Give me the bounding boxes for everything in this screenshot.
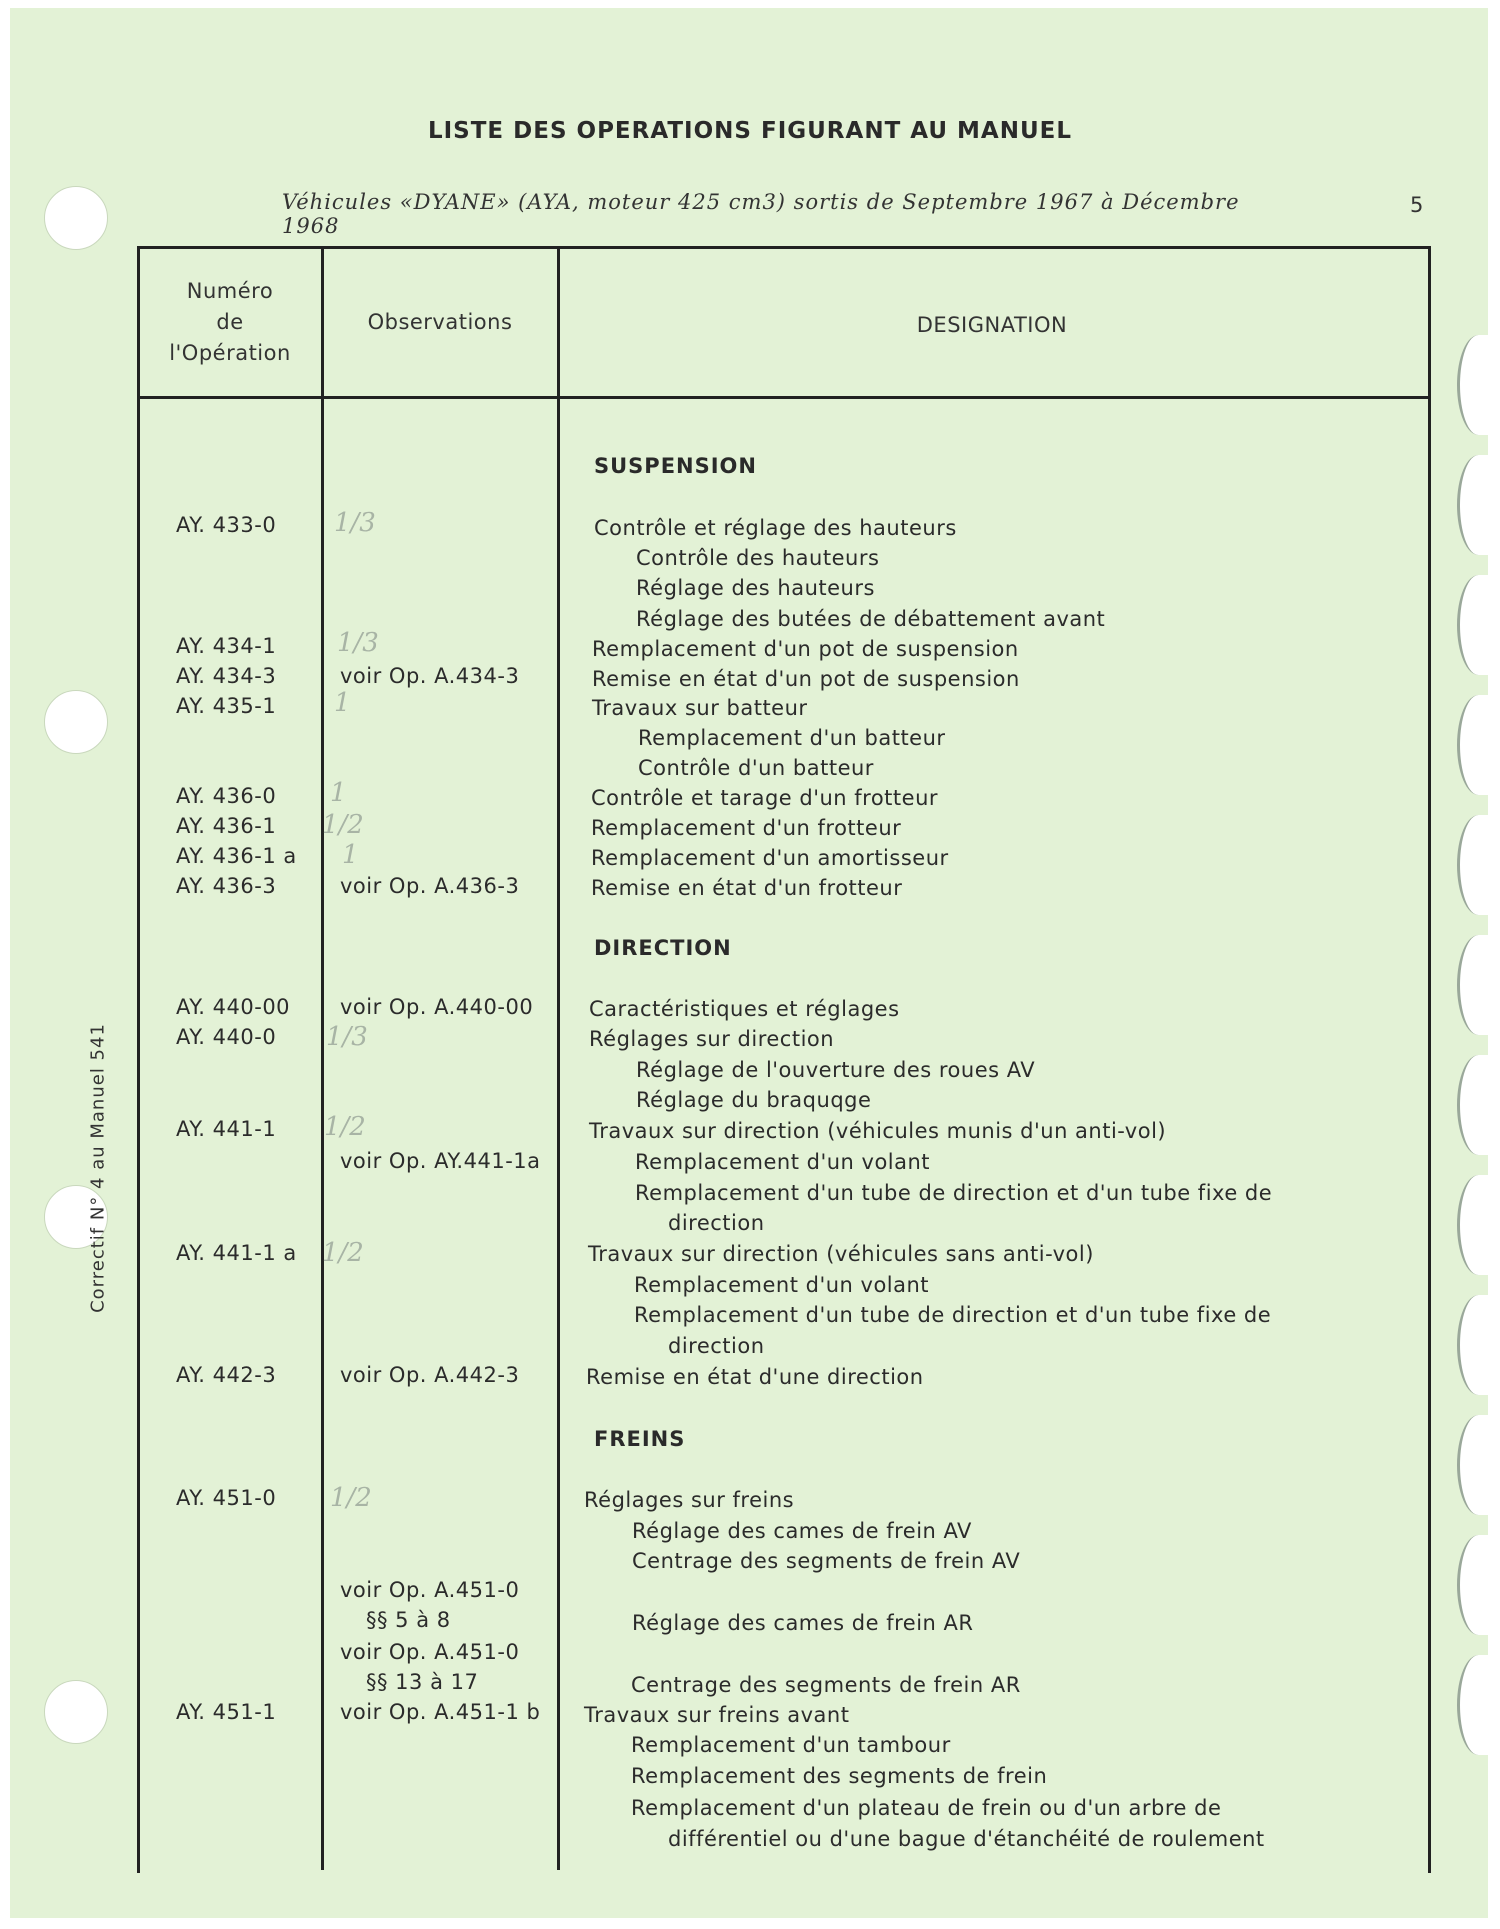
observation: voir Op. A.451-0	[340, 1640, 520, 1664]
page-edge-notch	[1457, 815, 1500, 915]
page-edge-notch	[1457, 1415, 1500, 1515]
designation: Contrôle des hauteurs	[636, 546, 880, 570]
pencil-annotation: 1/2	[322, 1238, 364, 1268]
pencil-annotation: 1/2	[322, 810, 364, 840]
header-designation: DESIGNATION	[916, 313, 1068, 337]
operation-number: AY. 436-1	[176, 814, 277, 838]
designation: Travaux sur direction (véhicules munis d'un anti-vol)	[589, 1119, 1167, 1143]
designation: Remplacement d'un pot de suspension	[592, 637, 1019, 661]
pencil-annotation: 1/3	[334, 508, 376, 538]
observation: voir Op. A.451-1 b	[340, 1700, 541, 1724]
observation: voir Op. AY.441-1a	[340, 1149, 541, 1173]
page-edge-notch	[1457, 1535, 1500, 1635]
operation-number: AY. 433-0	[176, 513, 277, 537]
observation: voir Op. A.442-3	[340, 1363, 520, 1387]
pencil-annotation: 1/2	[324, 1112, 366, 1142]
page-edge-notch	[1457, 695, 1500, 795]
designation: direction	[668, 1211, 765, 1235]
pencil-annotation: 1	[342, 840, 359, 870]
designation: direction	[668, 1334, 765, 1358]
designation: Réglage des cames de frein AV	[632, 1519, 972, 1543]
designation: Remplacement d'un tambour	[631, 1733, 951, 1757]
header-numero-line: l'Opération	[169, 341, 291, 365]
designation: Remplacement d'un tube de direction et d'un tube fixe de	[634, 1303, 1272, 1327]
designation: différentiel ou d'une bague d'étanchéité de roulement	[668, 1827, 1265, 1851]
operation-number: AY. 441-1	[176, 1117, 277, 1141]
header-numero-line: de	[216, 310, 244, 334]
operation-number: AY. 440-00	[176, 995, 291, 1019]
observation: voir Op. A.436-3	[340, 874, 520, 898]
section-heading: FREINS	[594, 1427, 686, 1451]
designation: Réglage des hauteurs	[636, 576, 875, 600]
pencil-annotation: 1/3	[337, 628, 379, 658]
designation: Centrage des segments de frein AV	[632, 1549, 1021, 1573]
designation: Réglages sur freins	[584, 1488, 795, 1512]
operation-number: AY. 434-3	[176, 664, 277, 688]
operation-number: AY. 440-0	[176, 1025, 277, 1049]
page-edge-notch	[1457, 935, 1500, 1035]
designation: Réglage de l'ouverture des roues AV	[636, 1058, 1036, 1082]
page-edge-notch	[1457, 575, 1500, 675]
designation: Remplacement d'un plateau de frein ou d'un arbre de	[631, 1796, 1222, 1820]
page-edge-notch	[1457, 1175, 1500, 1275]
pencil-annotation: 1	[334, 688, 351, 718]
header-numero-line: Numéro	[186, 279, 274, 303]
page-edge-notch	[1457, 1055, 1500, 1155]
section-heading: DIRECTION	[594, 936, 732, 960]
designation: Contrôle d'un batteur	[638, 756, 874, 780]
operation-number: AY. 441-1 a	[176, 1241, 297, 1265]
designation: Remplacement d'un frotteur	[591, 816, 902, 840]
side-note: Correctif N° 4 au Manuel 541	[87, 1023, 109, 1313]
observation: §§ 13 à 17	[366, 1670, 479, 1694]
designation: Remise en état d'un frotteur	[591, 876, 903, 900]
page-edge-notch	[1457, 1295, 1500, 1395]
operation-number: AY. 434-1	[176, 634, 277, 658]
operation-number: AY. 451-1	[176, 1700, 277, 1724]
designation: Remplacement d'un volant	[634, 1273, 930, 1297]
designation: Remplacement d'un amortisseur	[591, 846, 949, 870]
pencil-annotation: 1/2	[330, 1483, 372, 1513]
designation: Réglages sur direction	[589, 1027, 835, 1051]
operation-number: AY. 451-0	[176, 1486, 277, 1510]
page-number: 5	[1410, 193, 1424, 217]
page-edge-notch	[1457, 1655, 1500, 1755]
designation: Remplacement d'un volant	[635, 1150, 931, 1174]
designation: Travaux sur batteur	[592, 696, 808, 720]
designation: Caractéristiques et réglages	[589, 997, 900, 1021]
header-divider	[137, 396, 1428, 399]
page-title: LISTE DES OPERATIONS FIGURANT AU MANUEL	[427, 118, 1073, 144]
designation: Remise en état d'un pot de suspension	[592, 667, 1020, 691]
section-heading: SUSPENSION	[594, 454, 757, 478]
operation-number: AY. 436-3	[176, 874, 277, 898]
operation-number: AY. 442-3	[176, 1363, 277, 1387]
designation: Remplacement d'un tube de direction et d'un tube fixe de	[635, 1181, 1273, 1205]
operation-number: AY. 436-0	[176, 784, 277, 808]
observation: §§ 5 à 8	[366, 1608, 451, 1632]
header-observations: Observations	[367, 310, 513, 334]
header-numero	[140, 276, 320, 369]
observation: voir Op. A.440-00	[340, 995, 534, 1019]
pencil-annotation: 1	[330, 778, 347, 808]
observation: voir Op. A.451-0	[340, 1578, 520, 1602]
punch-hole	[44, 186, 108, 250]
pencil-annotation: 1/3	[326, 1022, 368, 1052]
designation: Réglage des butées de débattement avant	[636, 607, 1106, 631]
column-divider	[557, 246, 560, 1870]
punch-hole	[44, 690, 108, 754]
observation: voir Op. A.434-3	[340, 664, 520, 688]
column-divider	[321, 246, 324, 1870]
designation: Remplacement des segments de frein	[631, 1764, 1048, 1788]
designation: Contrôle et réglage des hauteurs	[594, 516, 957, 540]
designation: Remise en état d'une direction	[586, 1365, 924, 1389]
page-edge-notch	[1457, 455, 1500, 555]
designation: Centrage des segments de frein AR	[631, 1673, 1021, 1697]
designation: Remplacement d'un batteur	[638, 726, 946, 750]
operation-number: AY. 436-1 a	[176, 844, 297, 868]
page-subtitle: Véhicules «DYANE» (AYA, moteur 425 cm3) sortis de Septembre 1967 à Décembre 1968	[282, 190, 1240, 238]
designation: Réglage des cames de frein AR	[632, 1611, 974, 1635]
page-edge-notch	[1457, 335, 1500, 435]
designation: Travaux sur freins avant	[584, 1703, 850, 1727]
operation-number: AY. 435-1	[176, 694, 277, 718]
punch-hole	[44, 1680, 108, 1744]
designation: Réglage du braquqge	[636, 1088, 872, 1112]
designation: Travaux sur direction (véhicules sans anti-vol)	[588, 1242, 1094, 1266]
designation: Contrôle et tarage d'un frotteur	[591, 786, 939, 810]
